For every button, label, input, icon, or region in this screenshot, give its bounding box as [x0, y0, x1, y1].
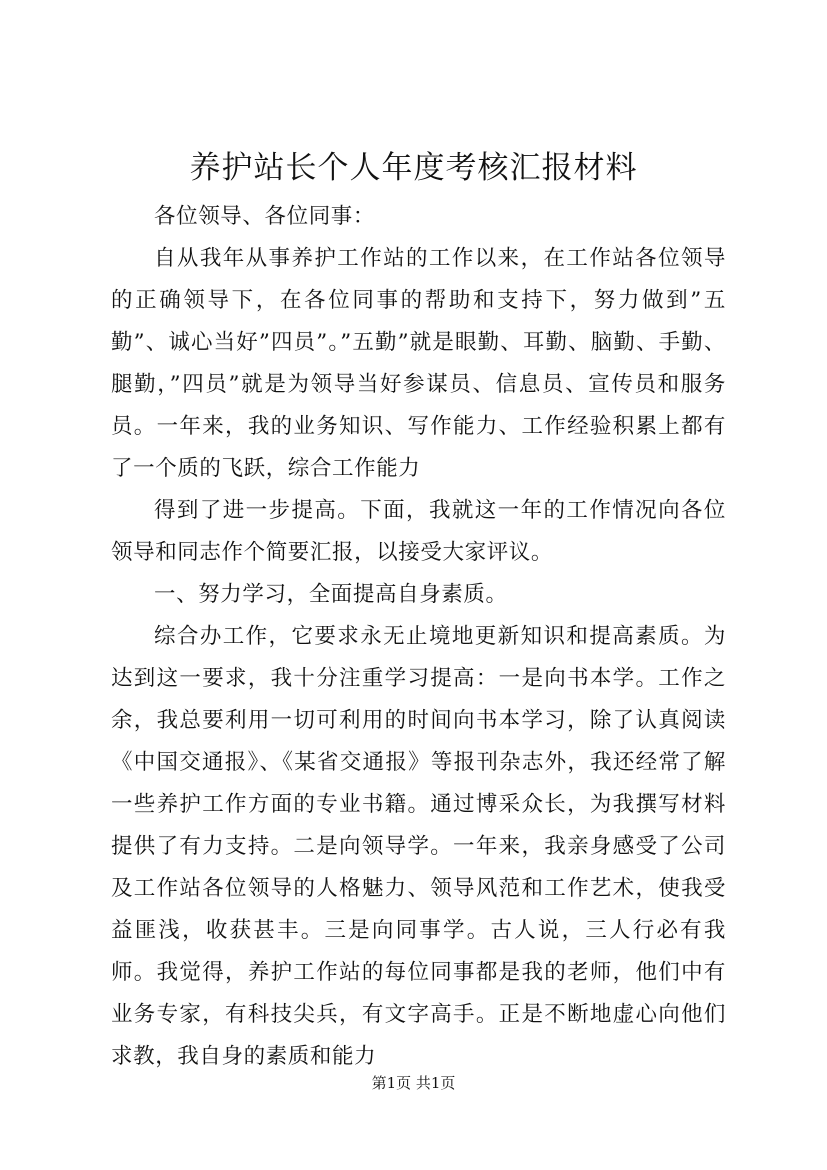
greeting-paragraph: 各位领导、各位同事：: [154, 204, 376, 229]
report-intro-paragraph: 得到了进一步提高。下面，我就这一年的工作情况向各位领导和同志作个简要汇报，以接受大家评议。: [111, 498, 726, 565]
page-footer: 第1页 共1页: [371, 1074, 456, 1092]
document-title: 养护站长个人年度考核汇报材料: [189, 150, 638, 186]
section-heading-1: 一、努力学习，全面提高自身素质。: [154, 582, 508, 607]
study-paragraph: 综合办工作，它要求永无止境地更新知识和提高素质。为达到这一要求，我十分注重学习提高：一是向书本学。工作之余，我总要利用一切可利用的时间向书本学习，除了认真阅读《中国交通报》、《某省交通报》等报刊杂志外，我还经常了解一些养护工作方面的专业书籍。通过博采众长，为我撰写材料提供了有力支持。二是向领导学。一年来，我亲身感受了公司及工作站各位领导的人格魅力、领导风范和工作艺术，使我受益匪浅，收获甚丰。三是向同事学。古人说，三人行必有我师。我觉得，养护工作站的每位同事都是我的老师，他们中有业务专家，有科技尖兵，有文字高手。正是不断地虚心向他们求教，我自身的素质和能力: [111, 624, 726, 1069]
document-body: [111, 196, 726, 1078]
intro-paragraph: 自从我年从事养护工作站的工作以来，在工作站各位领导的正确领导下，在各位同事的帮助和支持下，努力做到”五勤”、诚心当好”四员”。”五勤”就是眼勤、耳勤、脑勤、手勤、腿勤，”四员”就是为领导当好参谋员、信息员、宣传员和服务员。一年来，我的业务知识、写作能力、工作经验积累上都有了一个质的飞跃，综合工作能力: [111, 246, 726, 481]
